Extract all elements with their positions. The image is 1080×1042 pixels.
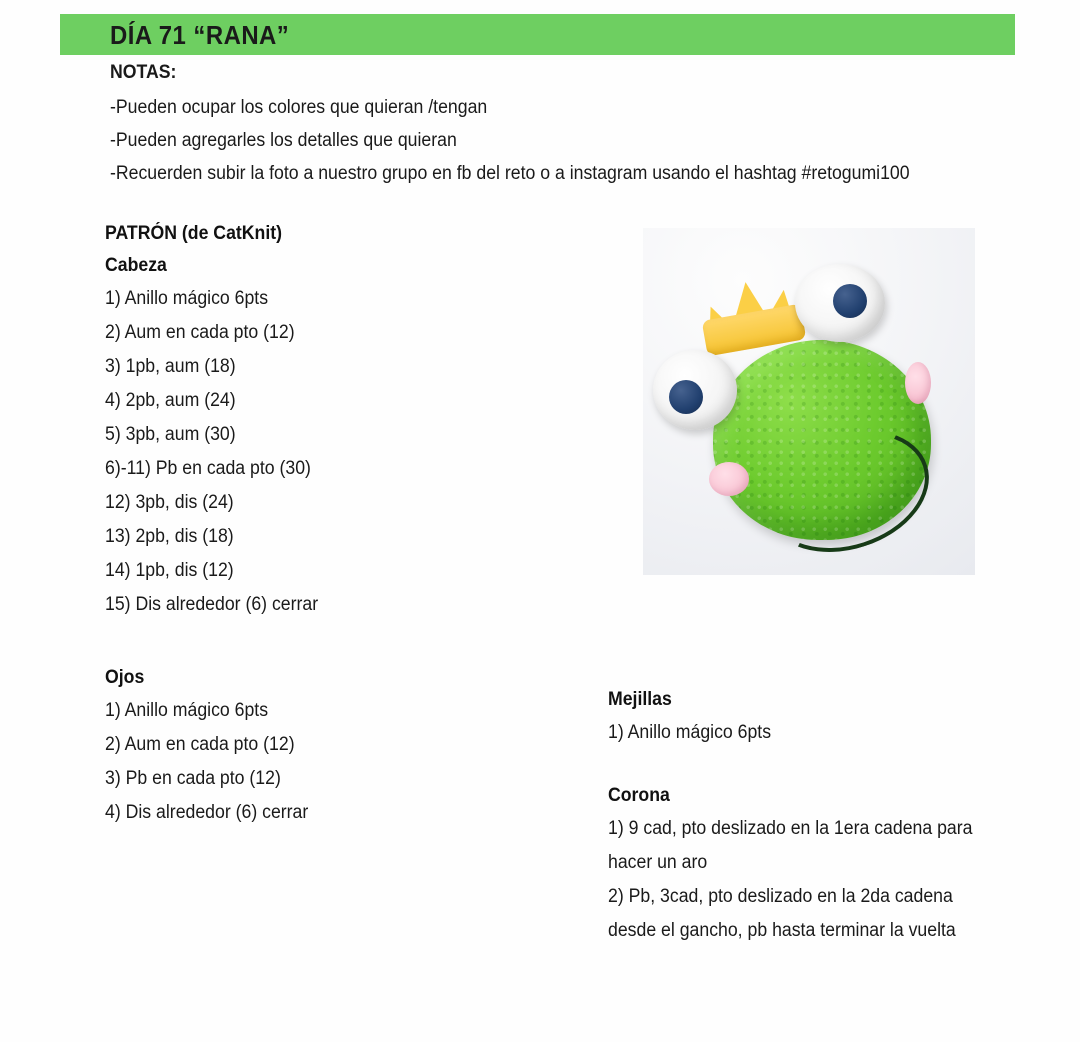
section-heading-mejillas: Mejillas	[608, 689, 672, 710]
pattern-row: 13) 2pb, dis (18)	[105, 526, 234, 547]
frog-pupil-right	[833, 284, 867, 318]
photo-background	[643, 228, 975, 575]
section-heading-ojos: Ojos	[105, 667, 145, 688]
pattern-row: 2) Aum en cada pto (12)	[105, 322, 295, 343]
notes-heading: NOTAS:	[110, 62, 177, 83]
note-line: -Pueden ocupar los colores que quieran /tengan	[110, 97, 488, 118]
section-spacer	[608, 750, 1028, 780]
notes-block	[110, 62, 1010, 190]
frog-cheek-right	[905, 362, 931, 404]
pattern-left-column	[105, 218, 585, 830]
section-heading-cabeza: Cabeza	[105, 255, 167, 276]
pattern-row: 15) Dis alrededor (6) cerrar	[105, 594, 319, 615]
frog-cheek-left	[709, 462, 749, 496]
note-line: -Pueden agregarles los detalles que quieran	[110, 130, 457, 151]
pattern-row: 1) 9 cad, pto deslizado en la 1era cadena para hacer un aro	[608, 818, 973, 873]
pattern-row: 4) 2pb, aum (24)	[105, 390, 236, 411]
pattern-row: 1) Anillo mágico 6pts	[105, 700, 269, 721]
pattern-row: 6)-11) Pb en cada pto (30)	[105, 458, 311, 479]
pattern-row: 3) Pb en cada pto (12)	[105, 768, 281, 789]
pattern-title: PATRÓN (de CatKnit)	[105, 223, 283, 244]
pattern-row: 2) Aum en cada pto (12)	[105, 734, 295, 755]
pattern-row: 1) Anillo mágico 6pts	[608, 722, 772, 743]
pattern-row: 2) Pb, 3cad, pto deslizado en la 2da cadena desde el gancho, pb hasta terminar la vuelta	[608, 886, 956, 941]
pattern-row: 12) 3pb, dis (24)	[105, 492, 234, 513]
note-line: -Recuerden subir la foto a nuestro grupo en fb del reto o a instagram usando el hashtag #retogumi100	[110, 163, 910, 184]
section-heading-corona: Corona	[608, 785, 670, 806]
frog-pupil-left	[669, 380, 703, 414]
pattern-row: 4) Dis alrededor (6) cerrar	[105, 802, 309, 823]
page-title: DÍA 71 “RANA”	[110, 20, 290, 50]
pattern-right-column	[608, 684, 1028, 948]
frog-photo	[643, 228, 975, 575]
pattern-row: 14) 1pb, dis (12)	[105, 560, 234, 581]
pattern-row: 3) 1pb, aum (18)	[105, 356, 236, 377]
pattern-row: 1) Anillo mágico 6pts	[105, 288, 269, 309]
section-spacer	[105, 622, 585, 662]
pattern-row: 5) 3pb, aum (30)	[105, 424, 236, 445]
